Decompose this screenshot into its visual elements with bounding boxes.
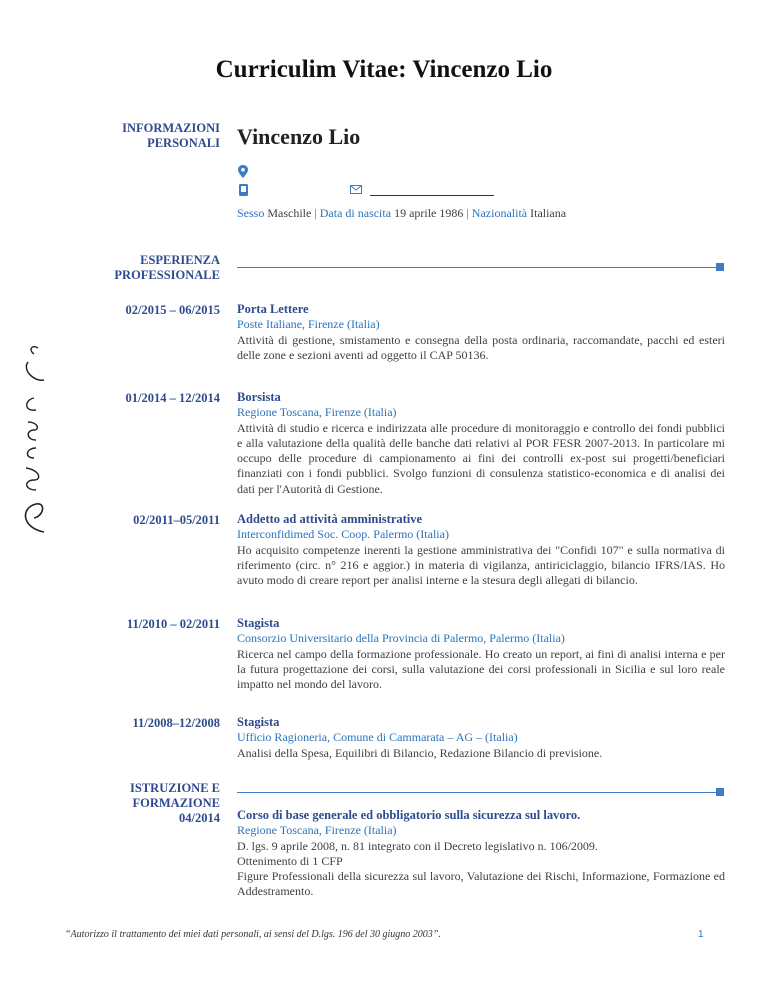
envelope-icon	[350, 185, 362, 194]
personal-details: Sesso Maschile | Data di nascita 19 aprile 1986 | Nazionalità Italiana	[237, 206, 567, 220]
section-label-personal: INFORMAZIONI PERSONALI	[122, 121, 220, 150]
page-title: Curriculim Vitae: Vincenzo Lio	[215, 56, 553, 83]
education-date: 04/2014	[179, 811, 220, 825]
experience-entry: Stagista Ufficio Ragioneria, Comune di Cammarata – AG – (Italia) Analisi della Spesa, Equilibri di Bilancio, Redazione Bilancio di previsione.	[237, 715, 603, 760]
page-number: 1	[698, 929, 704, 940]
entry-date: 11/2008–12/2008	[132, 716, 220, 730]
entry-date: 11/2010 – 02/2011	[126, 617, 220, 631]
section-label-experience: ESPERIENZA PROFESSIONALE	[114, 253, 220, 282]
person-name: Vincenzo Lio	[237, 124, 361, 149]
map-pin-icon	[238, 165, 248, 178]
handwritten-signature	[14, 340, 50, 540]
experience-entry: Porta Lettere Poste Italiane, Firenze (Italia) Attività di gestione, smistamento e consegna della posta ordinaria, raccomandate, pacchi ed esteri delle zone e sezioni aventi ad oggetto il CAP 50136.	[237, 302, 725, 362]
section-divider-marker	[716, 263, 724, 271]
section-divider-marker	[716, 788, 724, 796]
section-divider	[237, 792, 719, 793]
email-redaction-line	[370, 195, 494, 196]
section-label-education: ISTRUZIONE E FORMAZIONE 04/2014	[100, 781, 220, 826]
experience-entry: Addetto ad attività amministrative Interconfidimed Soc. Coop. Palermo (Italia) Ho acquisito competenze inerenti la gestione amministrativa dei "Confidi 107" e sulla normativa di riferimento (circ. n° 216 e aggior.) in materia di vigilanza, antiriciclaggio, bilancio IFRS/IAS. Ho avuto modo di creare report per analisi interne e la stesura degli allegati di bilancio.	[237, 512, 725, 588]
experience-entry: Borsista Regione Toscana, Firenze (Italia) Attività di studio e ricerca e indirizzata alle procedure di monitoraggio e controllo dei fondi pubblici e alla valutazione della qualità delle banche dati relativi al POR FESR 2007-2013. In particolare mi occupo delle procedure di campionamento ai fini dei controlli ex-post sui progetti/beneficiari finanziati con i fondi pubblici. Svolgo funzioni di consulenza statistico-economica e di analisi dei dati per l'Autorità di Gestione.	[237, 390, 725, 496]
section-divider	[237, 267, 719, 268]
phone-icon	[239, 184, 248, 196]
entry-date: 02/2015 – 06/2015	[125, 303, 220, 317]
entry-date: 01/2014 – 12/2014	[125, 391, 220, 405]
privacy-note: “Autorizzo il trattamento dei miei dati personali, ai sensi del D.lgs. 196 del 30 giugno 2003”.	[65, 929, 441, 940]
experience-entry: Stagista Consorzio Universitario della Provincia di Palermo, Palermo (Italia) Ricerca nel campo della formazione professionale. Ho creato un report, ai fini di analisi interna e per la futura progettazione dei corsi, sulla valutazione dei corsi professionali in Sicilia e sul loro reale impatto nel mondo del lavoro.	[237, 616, 725, 692]
education-entry: Corso di base generale ed obbligatorio sulla sicurezza sul lavoro. Regione Toscana, Firenze (Italia) D. lgs. 9 aprile 2008, n. 81 integrato con il Decreto legislativo n. 106/2009. Ottenimento di 1 CFP Figure Professionali della sicurezza sul lavoro, Valutazione dei Rischi, Informazione, Formazione ed Addestramento.	[237, 808, 725, 899]
entry-date: 02/2011–05/2011	[133, 513, 220, 527]
